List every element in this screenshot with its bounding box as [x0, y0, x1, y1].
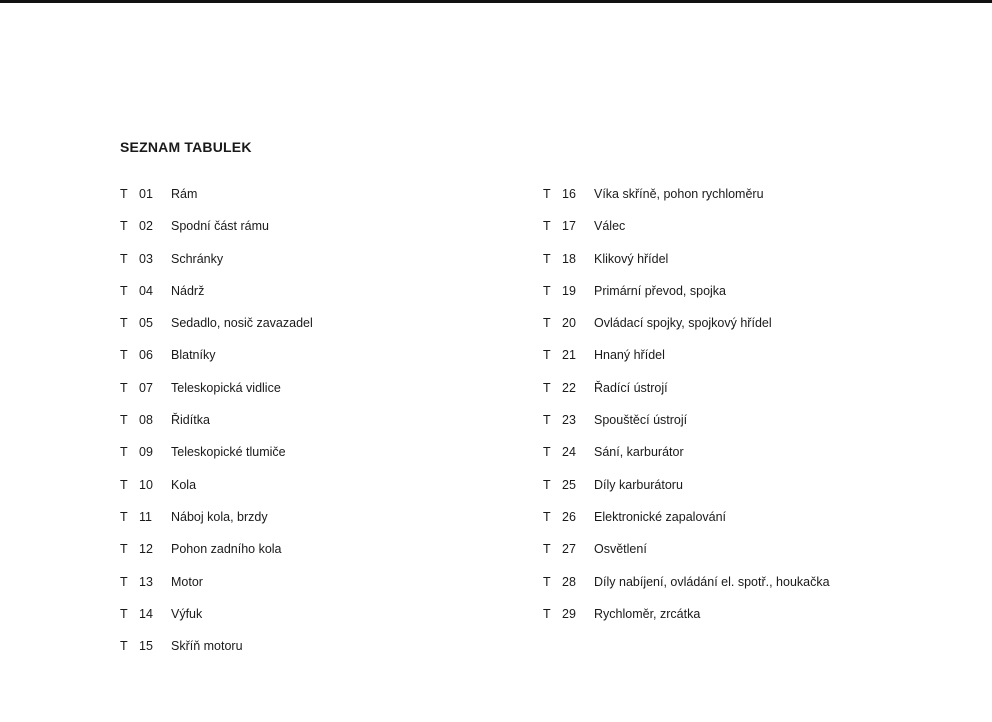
- table-name: Rychloměr, zrcátka: [594, 606, 701, 621]
- table-number: 17: [562, 219, 576, 234]
- table-name: Klikový hřídel: [594, 251, 669, 266]
- table-number: 24: [562, 445, 576, 460]
- table-prefix: T: [543, 380, 551, 395]
- table-prefix: T: [120, 542, 128, 557]
- table-name: Spodní část rámu: [171, 219, 269, 234]
- table-name: Osvětlení: [594, 542, 647, 557]
- table-prefix: T: [120, 413, 128, 428]
- table-number: 27: [562, 542, 576, 557]
- table-number: 15: [139, 639, 153, 654]
- table-name: Teleskopické tlumiče: [171, 445, 286, 460]
- table-prefix: T: [543, 316, 551, 331]
- table-name: Pohon zadního kola: [171, 542, 282, 557]
- table-number: 03: [139, 251, 153, 266]
- table-number: 09: [139, 445, 153, 460]
- table-prefix: T: [120, 574, 128, 589]
- table-name: Schránky: [171, 251, 224, 266]
- table-prefix: T: [543, 251, 551, 266]
- page-title: SEZNAM TABULEK: [120, 139, 252, 155]
- table-prefix: T: [120, 477, 128, 492]
- scan-top-edge: [0, 0, 992, 3]
- table-name: Primární převod, spojka: [594, 283, 727, 298]
- table-name: Hnaný hřídel: [594, 348, 665, 363]
- table-prefix: T: [120, 380, 128, 395]
- table-prefix: T: [543, 542, 551, 557]
- table-prefix: T: [543, 574, 551, 589]
- table-number: 06: [139, 348, 153, 363]
- table-prefix: T: [543, 477, 551, 492]
- table-prefix: T: [543, 445, 551, 460]
- table-prefix: T: [543, 606, 551, 621]
- table-prefix: T: [543, 509, 551, 524]
- table-number: 19: [562, 283, 576, 298]
- table-name: Výfuk: [171, 606, 203, 621]
- table-name: Řidítka: [171, 413, 210, 428]
- table-number: 01: [139, 187, 153, 201]
- table-name: Elektronické zapalování: [594, 509, 727, 524]
- table-number: 04: [139, 283, 153, 298]
- table-number: 16: [562, 187, 576, 201]
- table-name: Sedadlo, nosič zavazadel: [171, 316, 313, 331]
- table-number: 26: [562, 509, 576, 524]
- table-number: 22: [562, 380, 576, 395]
- table-name: Kola: [171, 477, 197, 492]
- table-number: 08: [139, 413, 153, 428]
- table-prefix: T: [543, 348, 551, 363]
- table-number: 13: [139, 574, 153, 589]
- table-prefix: T: [120, 316, 128, 331]
- table-name: Spouštěcí ústrojí: [594, 413, 688, 428]
- table-prefix: T: [120, 283, 128, 298]
- table-prefix: T: [543, 187, 551, 201]
- table-prefix: T: [120, 187, 128, 201]
- table-number: 14: [139, 606, 153, 621]
- table-prefix: T: [120, 445, 128, 460]
- table-prefix: T: [120, 606, 128, 621]
- table-prefix: T: [543, 283, 551, 298]
- table-name: Ovládací spojky, spojkový hřídel: [594, 316, 772, 331]
- table-name: Teleskopická vidlice: [171, 380, 281, 395]
- table-number: 11: [139, 509, 152, 524]
- table-number: 23: [562, 413, 576, 428]
- table-prefix: T: [120, 509, 128, 524]
- table-name: Náboj kola, brzdy: [171, 509, 268, 524]
- table-name: Díly nabíjení, ovládání el. spotř., houkačka: [594, 574, 830, 589]
- table-name: Řadící ústrojí: [594, 380, 668, 395]
- table-number: 28: [562, 574, 576, 589]
- table-prefix: T: [120, 348, 128, 363]
- table-number: 12: [139, 542, 153, 557]
- table-number: 05: [139, 316, 153, 331]
- table-number: 25: [562, 477, 576, 492]
- table-number: 02: [139, 219, 153, 234]
- table-name: Rám: [171, 187, 198, 201]
- table-name: Motor: [171, 574, 203, 589]
- table-name: Válec: [594, 219, 626, 234]
- table-name: Sání, karburátor: [594, 445, 684, 460]
- table-name: Skříň motoru: [171, 639, 243, 654]
- table-number: 20: [562, 316, 576, 331]
- table-name: Nádrž: [171, 283, 205, 298]
- table-number: 18: [562, 251, 576, 266]
- table-prefix: T: [120, 251, 128, 266]
- table-name: Díly karburátoru: [594, 477, 683, 492]
- table-prefix: T: [120, 219, 128, 234]
- table-number: 21: [562, 348, 576, 363]
- table-prefix: T: [543, 219, 551, 234]
- table-name: Blatníky: [171, 348, 216, 363]
- table-number: 29: [562, 606, 576, 621]
- table-name: Víka skříně, pohon rychloměru: [594, 187, 764, 201]
- table-number: 10: [139, 477, 153, 492]
- table-prefix: T: [120, 639, 128, 654]
- table-prefix: T: [543, 413, 551, 428]
- table-number: 07: [139, 380, 153, 395]
